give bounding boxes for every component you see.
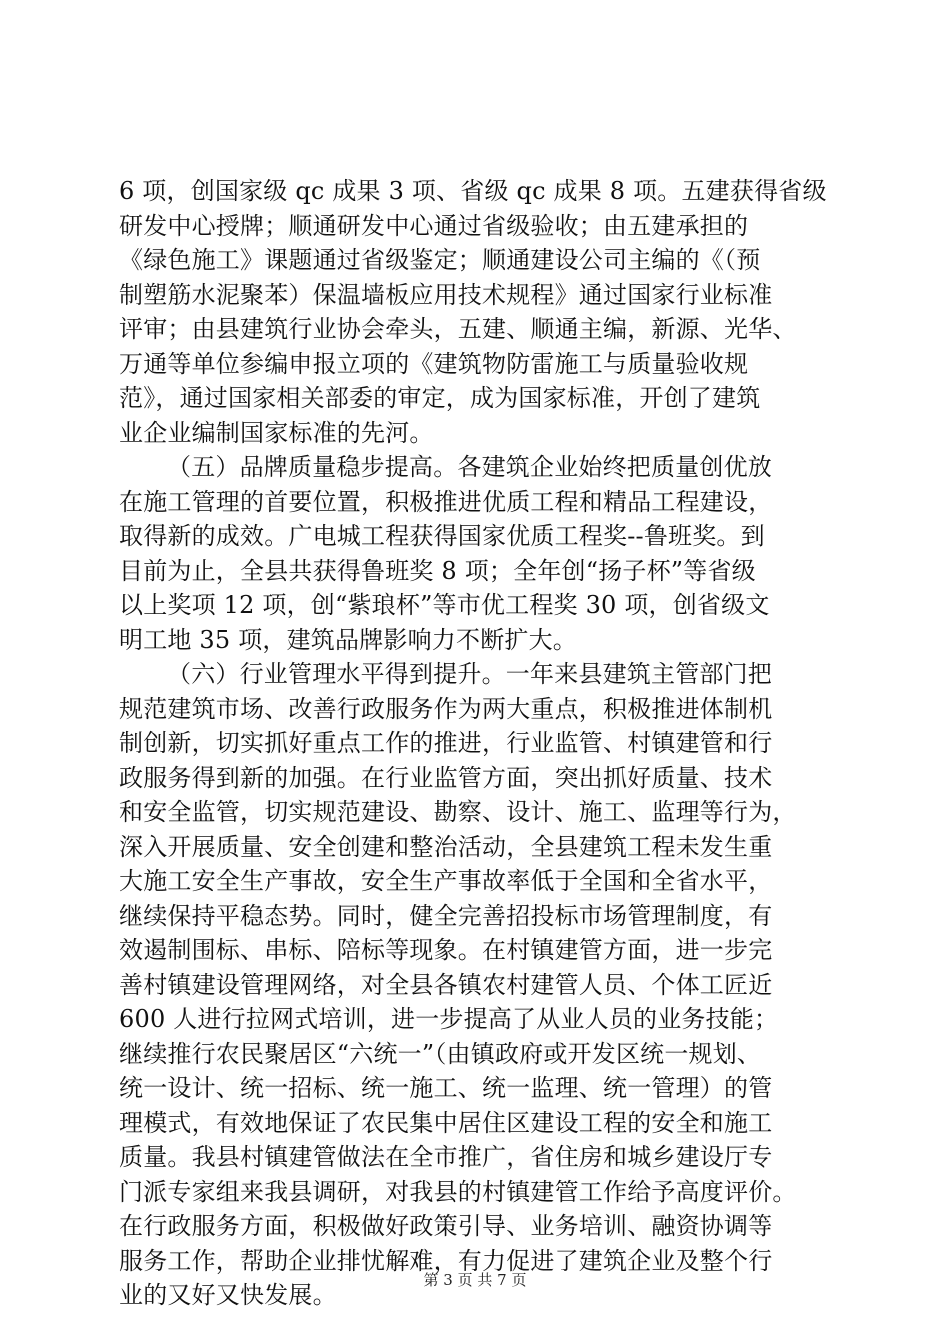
text-line: 目前为止，全县共获得鲁班奖 8 项；全年创“扬子杯”等省级 [119, 556, 756, 585]
text-line: 以上奖项 12 项，创“紫琅杯”等市优工程奖 30 项，创省级文 [119, 591, 770, 619]
paragraph-heading-line: （五）品牌质量稳步提高。各建筑企业始终把质量创优放 [167, 453, 772, 481]
text-line: 600 人进行拉网式培训，进一步提高了从业人员的业务技能； [119, 1005, 779, 1033]
text-line: 《绿色施工》课题通过省级鉴定；顺通建设公司主编的《（预 [119, 246, 761, 274]
text-line: 范》，通过国家相关部委的审定，成为国家标准，开创了建筑 [119, 384, 761, 412]
text-line: 门派专家组来我县调研，对我县的村镇建管工作给予高度评价。 [119, 1177, 797, 1206]
text-line: 明工地 35 项，建筑品牌影响力不断扩大。 [119, 625, 577, 654]
text-line: 在施工管理的首要位置，积极推进优质工程和精品工程建设， [119, 487, 773, 516]
text-line: 制塑筋水泥聚苯）保温墙板应用技术规程》通过国家行业标准 [119, 280, 773, 309]
text-line: 研发中心授牌；顺通研发中心通过省级验收；由五建承担的 [119, 211, 749, 240]
text-line: 质量。我县村镇建管做法在全市推广，省住房和城乡建设厅专 [119, 1143, 773, 1171]
text-line: 善村镇建设管理网络，对全县各镇农村建管人员、个体工匠近 [119, 970, 773, 999]
paragraph-five [119, 450, 839, 657]
paragraph-continued [119, 174, 839, 450]
paragraph-six [119, 657, 839, 1313]
text-line: 和安全监管，切实规范建设、勘察、设计、施工、监理等行为， [119, 798, 797, 826]
text-line: 在行政服务方面，积极做好政策引导、业务培训、融资协调等 [119, 1212, 773, 1240]
text-line: 评审；由县建筑行业协会牵头，五建、顺通主编，新源、光华、 [119, 315, 797, 343]
text-line: 万通等单位参编申报立项的《建筑物防雷施工与质量验收规 [119, 349, 749, 378]
page-number-footer: 第 3 页 共 7 页 [423, 1271, 527, 1289]
text-line: 业企业编制国家标准的先河。 [119, 418, 434, 447]
text-line: 6 项，创国家级 qc 成果 3 项、省级 qc 成果 8 项。五建获得省级 [119, 177, 827, 205]
paragraph-heading-line: （六）行业管理水平得到提升。一年来县建筑主管部门把 [167, 660, 772, 688]
text-line: 理模式，有效地保证了农民集中居住区建设工程的安全和施工 [119, 1108, 773, 1137]
text-line: 取得新的成效。广电城工程获得国家优质工程奖--鲁班奖。到 [119, 522, 765, 550]
text-line: 政服务得到新的加强。在行业监管方面，突出抓好质量、技术 [119, 763, 773, 792]
text-line: 大施工安全生产事故，安全生产事故率低于全国和全省水平， [119, 867, 773, 895]
text-line: 深入开展质量、安全创建和整治活动，全县建筑工程未发生重 [119, 832, 773, 861]
text-line: 规范建筑市场、改善行政服务作为两大重点，积极推进体制机 [119, 694, 773, 723]
text-line: 制创新，切实抓好重点工作的推进，行业监管、村镇建管和行 [119, 729, 773, 757]
text-line: 继续推行农民聚居区“六统一”（由镇政府或开发区统一规划、 [119, 1039, 762, 1068]
text-line: 继续保持平稳态势。同时，健全完善招投标市场管理制度，有 [119, 901, 773, 930]
text-line: 统一设计、统一招标、统一施工、统一监理、统一管理）的管 [119, 1074, 773, 1102]
text-line: 效遏制围标、串标、陪标等现象。在村镇建管方面，进一步完 [119, 936, 773, 964]
document-body [119, 174, 839, 1313]
text-line: 服务工作，帮助企业排忧解难，有力促进了建筑企业及整个行 [119, 1246, 773, 1275]
text-line: 业的又好又快发展。 [119, 1281, 337, 1309]
